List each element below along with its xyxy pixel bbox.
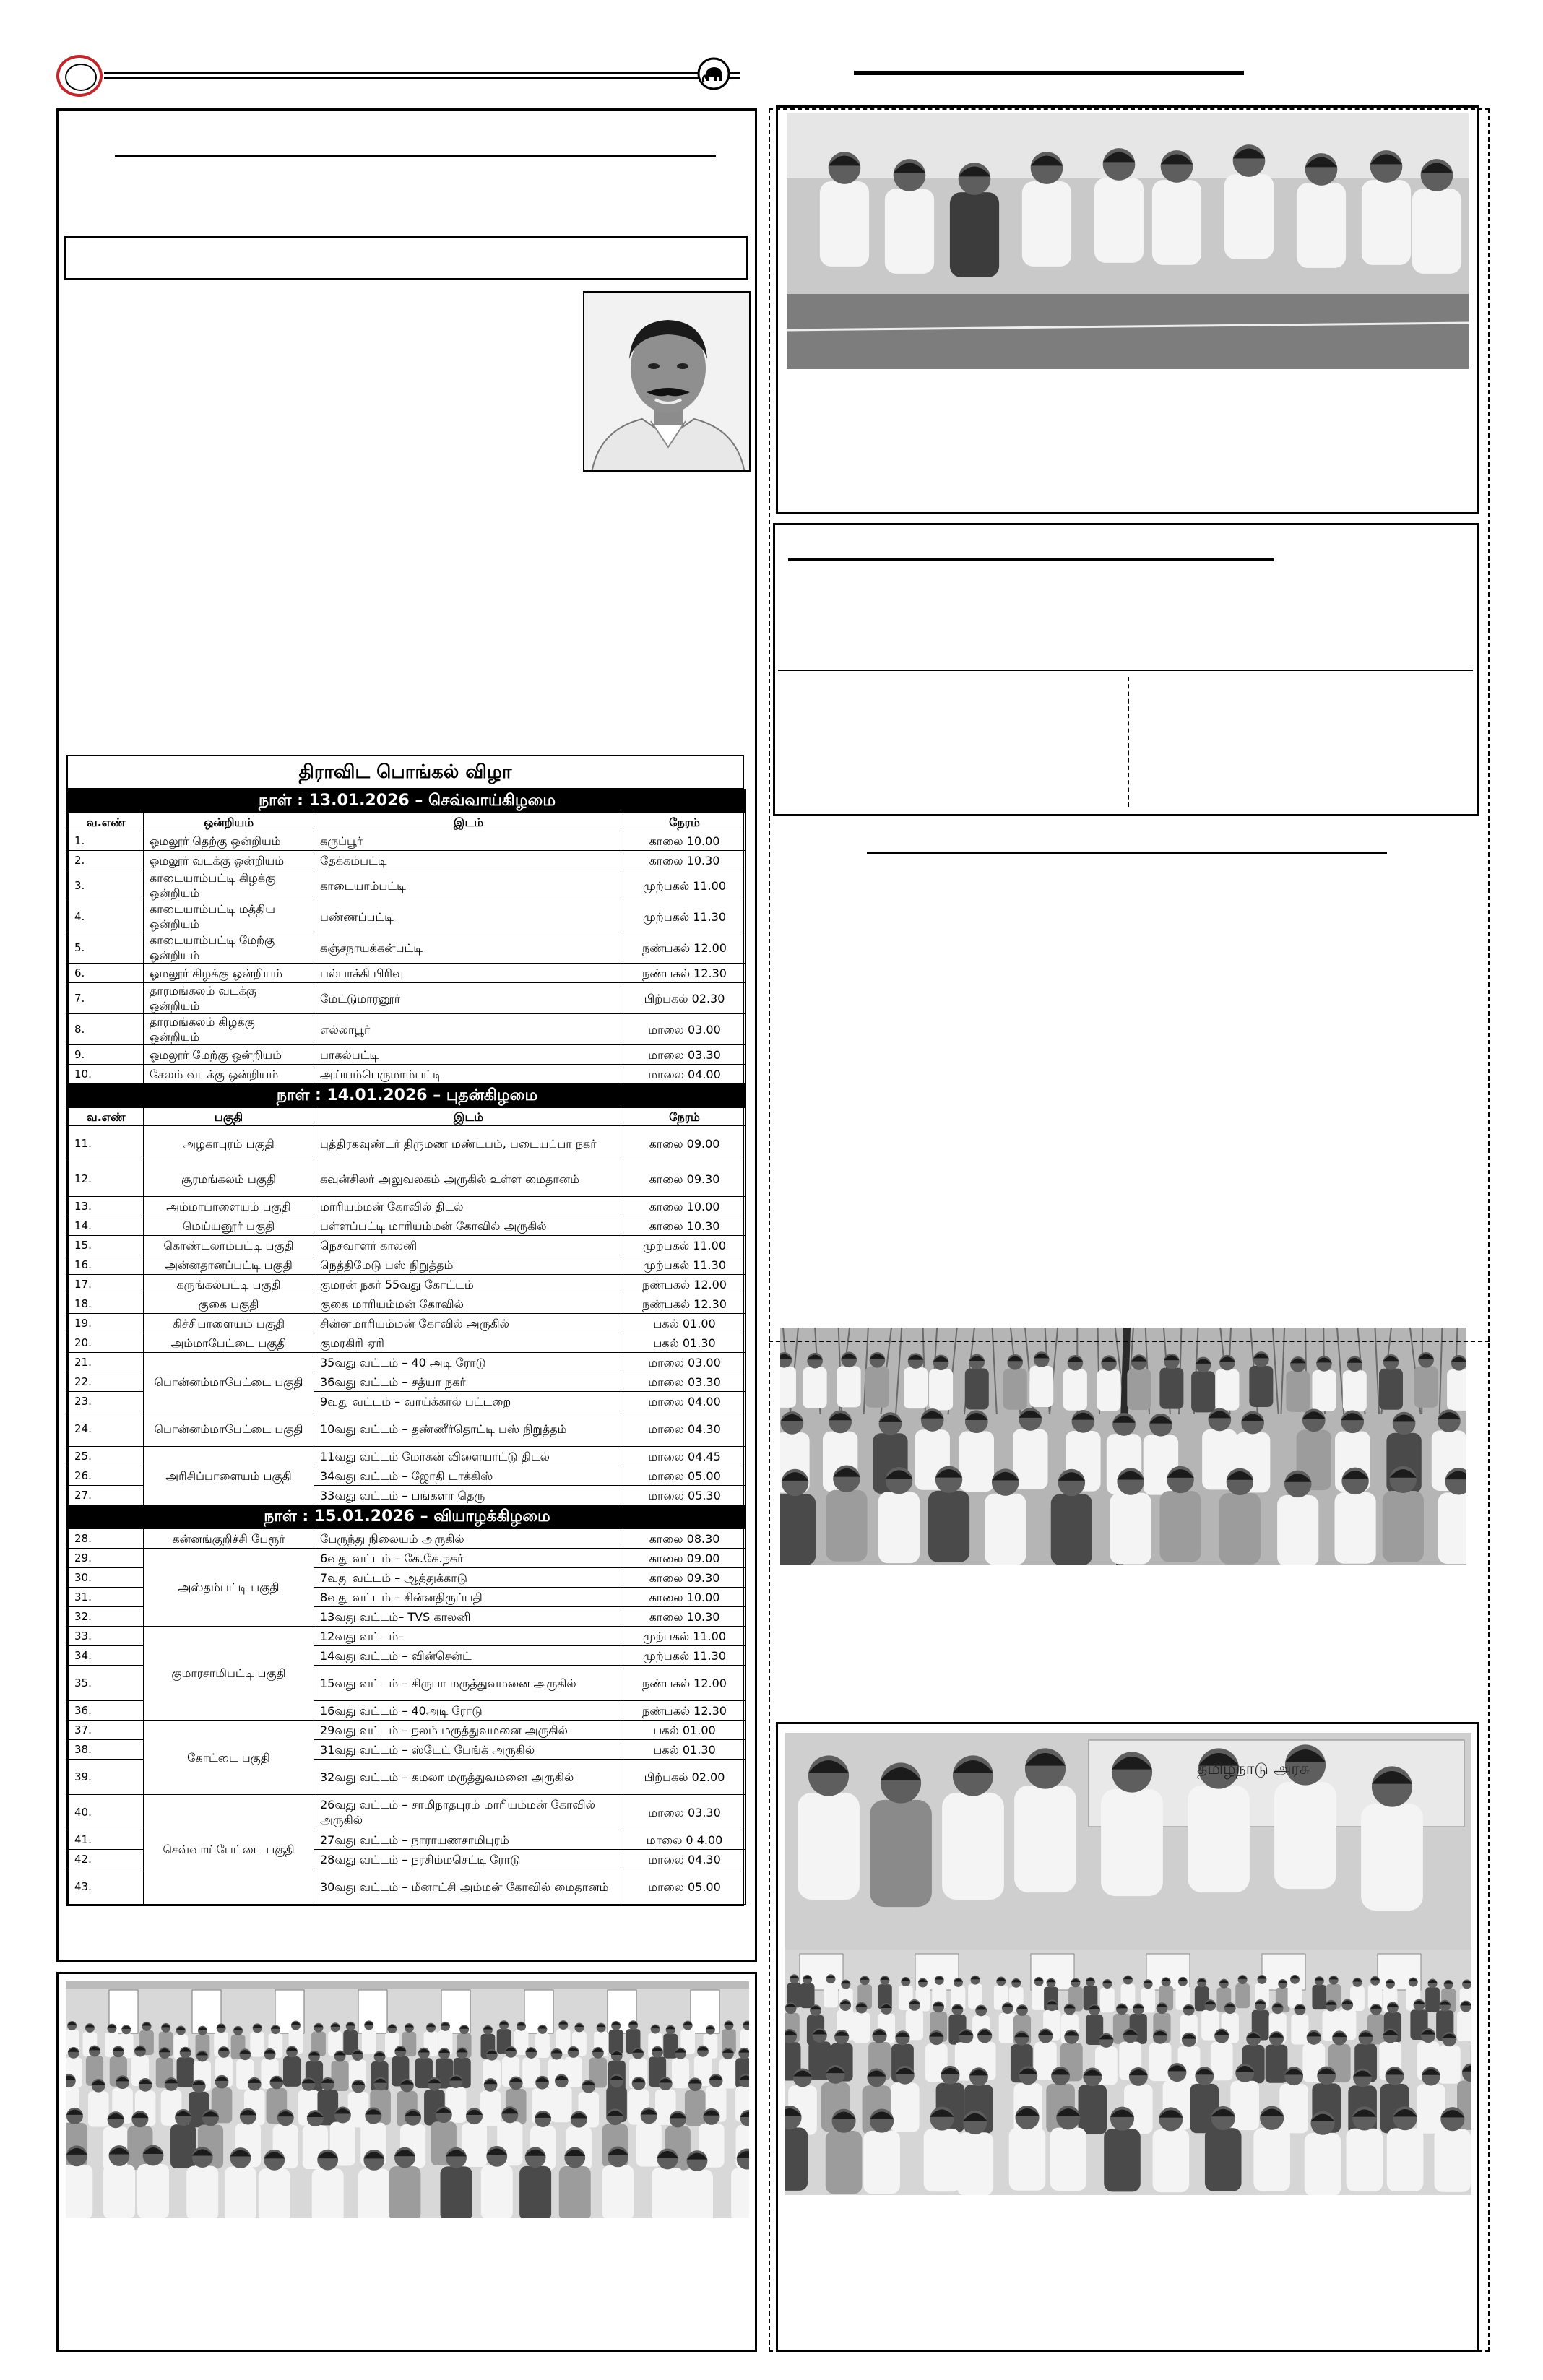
schedule-row [69, 1721, 746, 1740]
schedule-row [69, 901, 746, 932]
schedule-row-time: மாலை 04.00 [623, 1392, 746, 1411]
schedule-row-place: 11வது வட்டம் மோகன் விளையாட்டு திடல் [314, 1447, 623, 1466]
schedule-row-time: மாலை 03.30 [623, 1795, 746, 1830]
schedule-row-place: மேட்டுமாரனூர் [314, 983, 623, 1014]
schedule-row-place: பண்ணப்பட்டி [314, 901, 623, 932]
schedule-row-place: 26வது வட்டம் – சாமிநாதபுரம் மாரியம்மன் கோவில் அருகில் [314, 1795, 623, 1830]
schedule-row [69, 1411, 746, 1447]
schedule-row-place: அய்யம்பெருமாம்பட்டி [314, 1065, 623, 1084]
mid-headline-rule [788, 558, 1274, 561]
schedule-row-area: கோட்டை பகுதி [144, 1721, 314, 1795]
schedule-row-area: அழகாபுரம் பகுதி [144, 1126, 314, 1161]
schedule-row [69, 1197, 746, 1216]
schedule-row-time: மாலை 04.45 [623, 1447, 746, 1466]
schedule-row-place: பல்பாக்கி பிரிவு [314, 964, 623, 983]
right-headline-rule [867, 852, 1387, 854]
schedule-row-time: காலை 10.30 [623, 1216, 746, 1236]
schedule-row-area: காடையாம்பட்டி மத்திய ஒன்றியம் [144, 901, 314, 932]
schedule-row [69, 1549, 746, 1568]
schedule-row-time: காலை 10.00 [623, 1197, 746, 1216]
schedule-row-time: பகல் 01.30 [623, 1333, 746, 1353]
schedule-row [69, 1014, 746, 1045]
schedule-row [69, 851, 746, 870]
schedule-row-place: எல்லாபூர் [314, 1014, 623, 1045]
schedule-row-area: காடையாம்பட்டி மேற்கு ஒன்றியம் [144, 932, 314, 964]
schedule-row-number: 22. [69, 1372, 144, 1392]
schedule-row-place: 8வது வட்டம் – சின்னதிருப்பதி [314, 1588, 623, 1607]
schedule-row-number: 6. [69, 964, 144, 983]
schedule-row-time: நண்பகல் 12.30 [623, 1701, 746, 1721]
schedule-row-time: காலை 09.00 [623, 1126, 746, 1161]
schedule-row-place: கருப்பூர் [314, 831, 623, 851]
schedule-row-time: முற்பகல் 11.00 [623, 870, 746, 901]
schedule-row-number: 11. [69, 1126, 144, 1161]
schedule-row-place: பள்ளப்பட்டி மாரியம்மன் கோவில் அருகில் [314, 1216, 623, 1236]
schedule-row-place: 16வது வட்டம் – 40அடி ரோடு [314, 1701, 623, 1721]
schedule-row-time: மாலை 04.30 [623, 1411, 746, 1447]
schedule-column-header: வ.எண் [69, 813, 144, 831]
mid-column-divider [1128, 677, 1129, 807]
schedule-row [69, 1294, 746, 1314]
schedule-row-number: 19. [69, 1314, 144, 1333]
schedule-row-place: 10வது வட்டம் – தண்ணீர்தொட்டி பஸ் நிறுத்தம் [314, 1411, 623, 1447]
schedule-row-number: 7. [69, 983, 144, 1014]
schedule-row-place: நெசவாளர் காலனி [314, 1236, 623, 1255]
schedule-row-place: குகை மாரியம்மன் கோவில் [314, 1294, 623, 1314]
schedule-row-place: 29வது வட்டம் – நலம் மருத்துவமனை அருகில் [314, 1721, 623, 1740]
schedule-row-time: முற்பகல் 11.30 [623, 1255, 746, 1275]
right-mid-article-box [773, 523, 1479, 816]
schedule-row-place: நெத்திமேடு பஸ் நிறுத்தம் [314, 1255, 623, 1275]
schedule-row-area: கருங்கல்பட்டி பகுதி [144, 1275, 314, 1294]
schedule-row-time: பகல் 01.00 [623, 1721, 746, 1740]
schedule-row-area: அரிசிப்பாளையம் பகுதி [144, 1447, 314, 1505]
schedule-row-time: முற்பகல் 11.00 [623, 1236, 746, 1255]
schedule-row-number: 40. [69, 1795, 144, 1830]
schedule-row-number: 12. [69, 1161, 144, 1197]
schedule-row-place: தேக்கம்பட்டி [314, 851, 623, 870]
schedule-row-number: 31. [69, 1588, 144, 1607]
schedule-row-number: 33. [69, 1627, 144, 1646]
schedule-column-header: நேரம் [623, 813, 746, 831]
schedule-row [69, 1216, 746, 1236]
schedule-row-number: 23. [69, 1392, 144, 1411]
schedule-row-area: குகை பகுதி [144, 1294, 314, 1314]
audience-crowd-photo [785, 1950, 1471, 2195]
stage-banner-text: தமிழ்நாடு அரசு [1197, 1760, 1310, 1778]
schedule-row-area: பொன்னம்மாபேட்டை பகுதி [144, 1411, 314, 1447]
schedule-row-number: 10. [69, 1065, 144, 1084]
schedule-row-place: 15வது வட்டம் – கிருபா மருத்துவமனை அருகில் [314, 1666, 623, 1701]
schedule-row-place: கஞ்சநாயக்கன்பட்டி [314, 932, 623, 964]
schedule-row-number: 24. [69, 1411, 144, 1447]
schedule-row-number: 16. [69, 1255, 144, 1275]
schedule-row-number: 30. [69, 1568, 144, 1588]
schedule-row-area: பொன்னம்மாபேட்டை பகுதி [144, 1353, 314, 1411]
schedule-row-place: சின்னமாரியம்மன் கோவில் அருகில் [314, 1314, 623, 1333]
schedule-row-place: மாரியம்மன் கோவில் திடல் [314, 1197, 623, 1216]
left-bottom-photo-box [56, 1972, 757, 2352]
schedule-row-place: பேருந்து நிலையம் அருகில் [314, 1529, 623, 1549]
schedule-row-time: காலை 09.00 [623, 1549, 746, 1568]
schedule-row-number: 14. [69, 1216, 144, 1236]
schedule-row-number: 17. [69, 1275, 144, 1294]
sports-event-photo [787, 113, 1469, 369]
schedule-row-area: ஓமலூர் தெற்கு ஒன்றியம் [144, 831, 314, 851]
schedule-day-header: நாள் : 14.01.2026 – புதன்கிழமை [69, 1084, 746, 1108]
schedule-row-area: மெய்யனூர் பகுதி [144, 1216, 314, 1236]
schedule-row-time: பிற்பகல் 02.00 [623, 1760, 746, 1795]
red-circle-icon [56, 55, 103, 97]
schedule-row-time: மாலை 03.00 [623, 1353, 746, 1372]
schedule-day-header: நாள் : 15.01.2026 – வியாழக்கிழமை [69, 1505, 746, 1529]
portrait-photo [583, 291, 751, 472]
schedule-row-area: சூரமங்கலம் பகுதி [144, 1161, 314, 1197]
schedule-row [69, 932, 746, 964]
schedule-row [69, 1065, 746, 1084]
schedule-row-time: மாலை 05.30 [623, 1486, 746, 1505]
schedule-row-place: 34வது வட்டம் – ஜோதி டாக்கிஸ் [314, 1466, 623, 1486]
schedule-row [69, 1447, 746, 1466]
schedule-row-number: 20. [69, 1333, 144, 1353]
schedule-row [69, 1236, 746, 1255]
schedule-row-area: ஓமலூர் வடக்கு ஒன்றியம் [144, 851, 314, 870]
schedule-row-area: சேலம் வடக்கு ஒன்றியம் [144, 1065, 314, 1084]
schedule-row-time: காலை 10.00 [623, 1588, 746, 1607]
schedule-row [69, 983, 746, 1014]
schedule-row-area: தாரமங்கலம் கிழக்கு ஒன்றியம் [144, 1014, 314, 1045]
schedule-row-area: செவ்வாய்பேட்டை பகுதி [144, 1795, 314, 1905]
right-top-photo-box [776, 105, 1479, 514]
schedule-row-time: முற்பகல் 11.30 [623, 1646, 746, 1666]
schedule-row-area: கொண்டலாம்பட்டி பகுதி [144, 1236, 314, 1255]
schedule-row [69, 1161, 746, 1197]
schedule-row-area: கன்னங்குறிச்சி பேரூர் [144, 1529, 314, 1549]
pongal-schedule-table [66, 755, 744, 1906]
schedule-row-time: நண்பகல் 12.30 [623, 964, 746, 983]
schedule-row-time: நண்பகல் 12.00 [623, 1666, 746, 1701]
schedule-row-time: காலை 09.30 [623, 1161, 746, 1197]
schedule-row-area: குமாரசாமிபட்டி பகுதி [144, 1627, 314, 1721]
schedule-row-time: முற்பகல் 11.30 [623, 901, 746, 932]
schedule-row-time: மாலை 04.00 [623, 1065, 746, 1084]
schedule-row-time: காலை 10.30 [623, 851, 746, 870]
schedule-row [69, 1529, 746, 1549]
schedule-row-area: தாரமங்கலம் வடக்கு ஒன்றியம் [144, 983, 314, 1014]
schedule-row [69, 1627, 746, 1646]
schedule-row-number: 25. [69, 1447, 144, 1466]
schedule-row [69, 870, 746, 901]
schedule-title: திராவிட பொங்கல் விழா [68, 756, 743, 789]
masthead-rule-left [104, 72, 740, 74]
schedule-row-place: 7வது வட்டம் – ஆத்துக்காடு [314, 1568, 623, 1588]
schedule-row-place: குமரன் நகர் 55வது கோட்டம் [314, 1275, 623, 1294]
schedule-row-place: 12வது வட்டம்– [314, 1627, 623, 1646]
schedule-row-number: 18. [69, 1294, 144, 1314]
schedule-row-time: நண்பகல் 12.00 [623, 932, 746, 964]
schedule-row [69, 1045, 746, 1065]
masthead-rule-right [854, 71, 1244, 75]
schedule-row-number: 26. [69, 1466, 144, 1486]
schedule-row-number: 37. [69, 1721, 144, 1740]
schedule-row [69, 964, 746, 983]
schedule-row-place: 14வது வட்டம் – வின்சென்ட் [314, 1646, 623, 1666]
schedule-row-time: பகல் 01.30 [623, 1740, 746, 1760]
schedule-row-number: 3. [69, 870, 144, 901]
schedule-row-place: புத்திரகவுண்டர் திருமண மண்டபம், படையப்பா நகர் [314, 1126, 623, 1161]
schedule-row-place: 36வது வட்டம் – சத்யா நகர் [314, 1372, 623, 1392]
schedule-row-place: காடையாம்பட்டி [314, 870, 623, 901]
schedule-row [69, 831, 746, 851]
schedule-row-place: பாகல்பட்டி [314, 1045, 623, 1065]
schedule-row-place: 28வது வட்டம் – நரசிம்மசெட்டி ரோடு [314, 1850, 623, 1869]
schedule-row-number: 15. [69, 1236, 144, 1255]
schedule-row-time: காலை 10.00 [623, 831, 746, 851]
schedule-column-header: நேரம் [623, 1108, 746, 1126]
pongal-photo-dash-rule [769, 1341, 1490, 1342]
schedule-row-place: 27வது வட்டம் – நாராயணசாமிபுரம் [314, 1830, 623, 1850]
schedule-row-number: 2. [69, 851, 144, 870]
schedule-row-number: 5. [69, 932, 144, 964]
schedule-row-number: 8. [69, 1014, 144, 1045]
schedule-row-number: 1. [69, 831, 144, 851]
schedule-row-number: 39. [69, 1760, 144, 1795]
headline-rule [115, 155, 716, 157]
schedule-row [69, 1353, 746, 1372]
schedule-row-number: 29. [69, 1549, 144, 1568]
schedule-row-number: 27. [69, 1486, 144, 1505]
schedule-row-place: 35வது வட்டம் – 40 அடி ரோடு [314, 1353, 623, 1372]
page-masthead [56, 53, 1248, 97]
schedule-row [69, 1314, 746, 1333]
schedule-row-area: அம்மாபாளையம் பகுதி [144, 1197, 314, 1216]
schedule-row-number: 9. [69, 1045, 144, 1065]
schedule-row-time: மாலை 05.00 [623, 1869, 746, 1905]
schedule-row-time: காலை 09.30 [623, 1568, 746, 1588]
schedule-row-place: 33வது வட்டம் – பங்களா தெரு [314, 1486, 623, 1505]
schedule-row-area: ஓமலூர் கிழக்கு ஒன்றியம் [144, 964, 314, 983]
schedule-row-place: 13வது வட்டம்– TVS காலனி [314, 1607, 623, 1627]
elephant-emblem-icon [696, 56, 731, 91]
schedule-row-number: 34. [69, 1646, 144, 1666]
schedule-row-time: மாலை 03.30 [623, 1045, 746, 1065]
schedule-row-time: மாலை 05.00 [623, 1466, 746, 1486]
masthead-rule-left-2 [104, 77, 740, 79]
schedule-row [69, 1126, 746, 1161]
schedule-row-time: முற்பகல் 11.00 [623, 1627, 746, 1646]
schedule-row-time: மாலை 0 4.00 [623, 1830, 746, 1850]
schedule-row-number: 32. [69, 1607, 144, 1627]
pongal-celebration-photo [780, 1328, 1466, 1565]
schedule-column-header: ஒன்றியம் [144, 813, 314, 831]
schedule-row-number: 38. [69, 1740, 144, 1760]
schedule-row-time: நண்பகல் 12.30 [623, 1294, 746, 1314]
schedule-row-number: 28. [69, 1529, 144, 1549]
schedule-row-number: 43. [69, 1869, 144, 1905]
schedule-row [69, 1795, 746, 1830]
schedule-row-time: மாலை 03.00 [623, 1014, 746, 1045]
schedule-row [69, 1333, 746, 1353]
schedule-column-header: வ.எண் [69, 1108, 144, 1126]
schedule-row [69, 1275, 746, 1294]
schedule-row-time: பிற்பகல் 02.30 [623, 983, 746, 1014]
schedule-row-number: 42. [69, 1850, 144, 1869]
schedule-column-header: பகுதி [144, 1108, 314, 1126]
right-bottom-photo-box [776, 1722, 1479, 2352]
schedule-row-place: 31வது வட்டம் – ஸ்டேட் பேங்க் அருகில் [314, 1740, 623, 1760]
schedule-column-header: இடம் [314, 1108, 623, 1126]
schedule-row-area: அஸ்தம்பட்டி பகுதி [144, 1549, 314, 1627]
schedule-row-time: காலை 10.30 [623, 1607, 746, 1627]
schedule-row [69, 1255, 746, 1275]
schedule-row-place: 9வது வட்டம் – வாய்க்கால் பட்டறை [314, 1392, 623, 1411]
schedule-row-place: குமரகிரி ஏரி [314, 1333, 623, 1353]
schedule-row-place: 32வது வட்டம் – கமலா மருத்துவமனை அருகில் [314, 1760, 623, 1795]
schedule-row-number: 21. [69, 1353, 144, 1372]
subheadline-box [64, 236, 748, 280]
schedule-row-area: ஓமலூர் மேற்கு ஒன்றியம் [144, 1045, 314, 1065]
schedule-row-time: காலை 08.30 [623, 1529, 746, 1549]
schedule-row-area: கிச்சிபாளையம் பகுதி [144, 1314, 314, 1333]
schedule-row-place: கவுன்சிலர் அலுவலகம் அருகில் உள்ள மைதானம் [314, 1161, 623, 1197]
schedule-row-area: காடையாம்பட்டி கிழக்கு ஒன்றியம் [144, 870, 314, 901]
schedule-row-place: 6வது வட்டம் – கே.கே.நகர் [314, 1549, 623, 1568]
schedule-row-number: 35. [69, 1666, 144, 1701]
schedule-row-number: 41. [69, 1830, 144, 1850]
welfare-handover-photo [785, 1733, 1471, 1950]
schedule-column-header: இடம் [314, 813, 623, 831]
mid-separator-rule [778, 670, 1473, 671]
schedule-row-area: அம்மாபேட்டை பகுதி [144, 1333, 314, 1353]
schedule-row-number: 13. [69, 1197, 144, 1216]
schedule-row-place: 30வது வட்டம் – மீனாட்சி அம்மன் கோவில் மைதானம் [314, 1869, 623, 1905]
schedule-row-time: மாலை 04.30 [623, 1850, 746, 1869]
schedule-row-time: நண்பகல் 12.00 [623, 1275, 746, 1294]
schedule-row-time: மாலை 03.30 [623, 1372, 746, 1392]
schedule-row-number: 4. [69, 901, 144, 932]
schedule-day-header: நாள் : 13.01.2026 – செவ்வாய்கிழமை [69, 789, 746, 813]
schedule-row-time: பகல் 01.00 [623, 1314, 746, 1333]
meeting-crowd-photo [66, 1981, 749, 2218]
schedule-row-number: 36. [69, 1701, 144, 1721]
schedule-row-area: அன்னதானப்பட்டி பகுதி [144, 1255, 314, 1275]
